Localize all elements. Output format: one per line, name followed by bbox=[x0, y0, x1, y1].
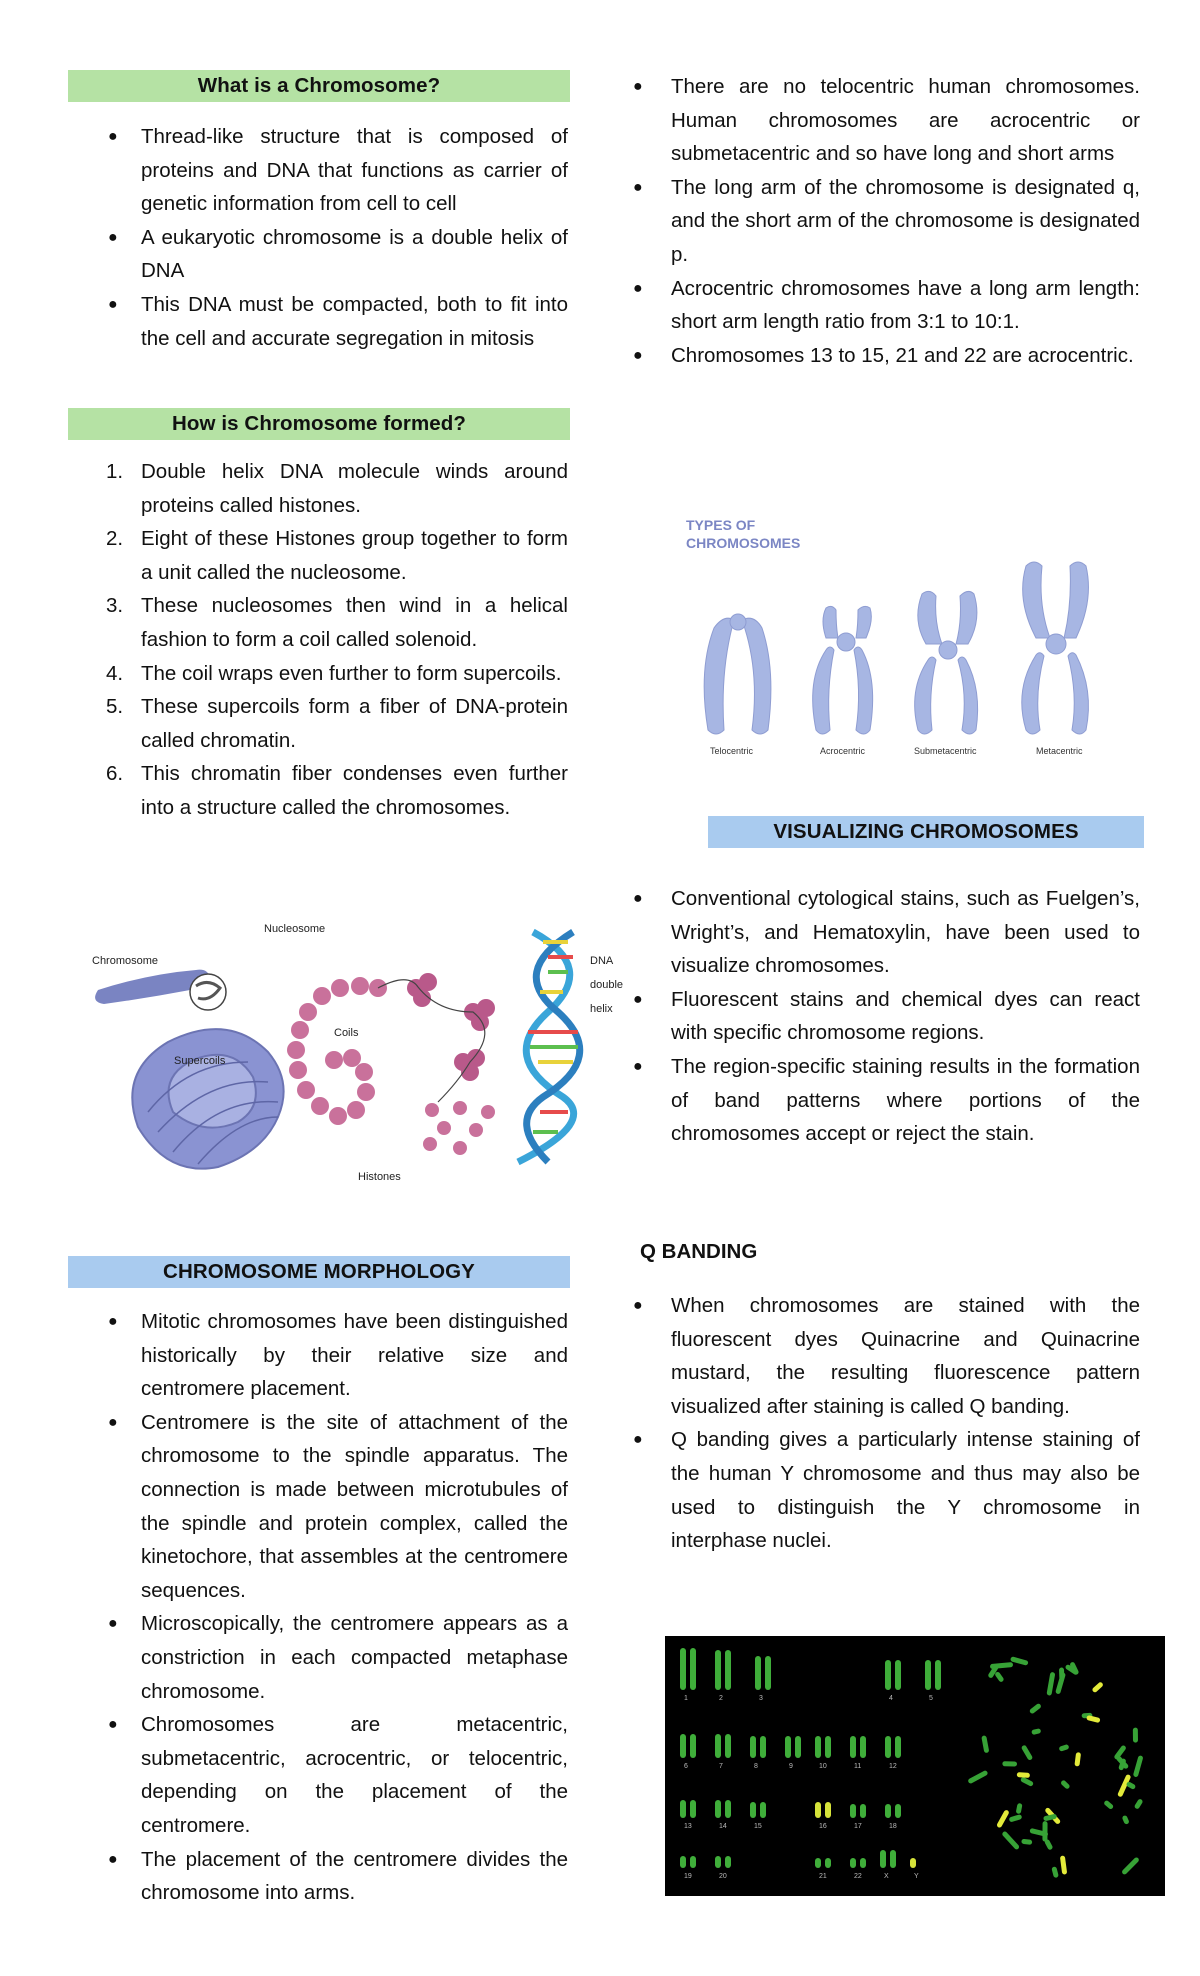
how-is-chromosome-formed-heading: How is Chromosome formed? bbox=[68, 408, 570, 440]
morphology-list bbox=[68, 1305, 568, 1910]
list-item: ● Q banding gives a particularly intense staining of the human Y chromosome and thus may also be used to distinguish the Y chromosome in interphase nuclei. bbox=[600, 1423, 1140, 1557]
karyotype-chromosome bbox=[885, 1660, 891, 1690]
karyotype-chromosome bbox=[910, 1858, 916, 1868]
histones-shape bbox=[423, 1101, 495, 1155]
morphology-list-continued bbox=[600, 70, 1140, 372]
bullet-icon: ● bbox=[633, 1297, 643, 1314]
karyotype-chromosome bbox=[690, 1800, 696, 1818]
spread-chromosome bbox=[1002, 1761, 1017, 1766]
karyotype-chromosome bbox=[895, 1804, 901, 1818]
label-submetacentric: Submetacentric bbox=[914, 746, 977, 756]
karyotype-label: 20 bbox=[719, 1873, 727, 1880]
karyotype-chromosome bbox=[715, 1734, 721, 1758]
karyotype-chromosome bbox=[925, 1660, 931, 1690]
dna-helix-shape bbox=[518, 932, 580, 1162]
list-item: ● When chromosomes are stained with the fluorescent dyes Quinacrine and Quinacrine mustard, the resulting fluorescence pattern visualized after staining is called Q banding. bbox=[600, 1289, 1140, 1423]
list-item: ● The region-specific staining results in the formation of band patterns where portions of the chromosomes accept or reject the stain. bbox=[600, 1050, 1140, 1151]
q-banding-karyotype-image bbox=[665, 1636, 1165, 1896]
karyotype-label: 12 bbox=[889, 1763, 897, 1770]
karyotype-label: 4 bbox=[889, 1695, 893, 1702]
numbered-item: 6. This chromatin fiber condenses even further into a structure called the chromosomes. bbox=[106, 762, 568, 819]
label-telocentric: Telocentric bbox=[710, 746, 754, 756]
karyotype-chromosome bbox=[725, 1734, 731, 1758]
supercoils-shape bbox=[132, 1029, 283, 1169]
karyotype-chromosome bbox=[885, 1804, 891, 1818]
karyotype-chromosome bbox=[680, 1856, 686, 1868]
q-banding-list bbox=[600, 1289, 1140, 1558]
label-histones: Histones bbox=[358, 1171, 401, 1183]
bullet-icon: ● bbox=[108, 295, 118, 313]
list-item: ● Chromosomes 13 to 15, 21 and 22 are acrocentric. bbox=[600, 339, 1140, 373]
karyotype-label: 21 bbox=[819, 1873, 827, 1880]
karyotype-chromosome bbox=[850, 1858, 856, 1868]
list-item: ● Conventional cytological stains, such as Fuelgen’s, Wright’s, and Hematoxylin, have been used to visualize chromosomes. bbox=[600, 882, 1140, 983]
spread-chromosome bbox=[1042, 1821, 1047, 1842]
numbered-item: 1. Double helix DNA molecule winds around proteins called histones. bbox=[106, 460, 568, 517]
karyotype-chromosome bbox=[690, 1856, 696, 1868]
label-dna: DNA bbox=[590, 955, 614, 967]
label-metacentric: Metacentric bbox=[1036, 746, 1083, 756]
karyotype-chromosome bbox=[725, 1650, 731, 1690]
bullet-icon: ● bbox=[108, 1615, 118, 1633]
list-item: ● Fluorescent stains and chemical dyes can react with specific chromosome regions. bbox=[600, 983, 1140, 1050]
karyotype-chromosome bbox=[690, 1648, 696, 1690]
karyotype-chromosome bbox=[890, 1850, 896, 1868]
karyotype-chromosome bbox=[750, 1736, 756, 1758]
numbered-item: 5. These supercoils form a fiber of DNA-protein called chromatin. bbox=[106, 695, 568, 752]
karyotype-chromosome bbox=[935, 1660, 941, 1690]
list-item: ● There are no telocentric human chromosomes. Human chromosomes are acrocentric or submetacentric and so have long and short arms bbox=[600, 70, 1140, 171]
q-banding-heading: Q BANDING bbox=[640, 1240, 758, 1263]
label-coils: Coils bbox=[334, 1027, 359, 1039]
numbered-item: 2. Eight of these Histones group together to form a unit called the nucleosome. bbox=[106, 527, 568, 584]
karyotype-chromosome bbox=[750, 1802, 756, 1818]
karyotype-chromosome bbox=[850, 1736, 856, 1758]
karyotype-label: 15 bbox=[754, 1823, 762, 1830]
karyotype-chromosome bbox=[880, 1850, 886, 1868]
list-item: ● Thread-like structure that is composed of proteins and DNA that functions as carrier of genetic information from cell to cell bbox=[68, 120, 568, 221]
bullet-icon: ● bbox=[108, 1413, 118, 1431]
formation-steps-list bbox=[68, 455, 568, 825]
bullet-icon: ● bbox=[633, 279, 643, 297]
bullet-icon: ● bbox=[633, 178, 643, 196]
telocentric-chromosome bbox=[704, 614, 771, 734]
label-chromosome: Chromosome bbox=[92, 955, 159, 967]
karyotype-chromosome bbox=[725, 1856, 731, 1868]
karyotype-chromosome bbox=[715, 1650, 721, 1690]
karyotype-chromosome bbox=[895, 1736, 901, 1758]
visualizing-list bbox=[600, 882, 1140, 1151]
karyotype-chromosome bbox=[815, 1736, 821, 1758]
bullet-icon: ● bbox=[633, 78, 643, 95]
karyotype-label: 2 bbox=[719, 1695, 723, 1702]
bullet-icon: ● bbox=[633, 1057, 643, 1075]
karyotype-chromosome bbox=[715, 1800, 721, 1818]
types-of-chromosomes-figure bbox=[680, 510, 1140, 760]
bullet-icon: ● bbox=[633, 1431, 643, 1449]
bullet-icon: ● bbox=[633, 990, 643, 1008]
karyotype-chromosome bbox=[755, 1656, 761, 1690]
karyotype-chromosome bbox=[680, 1800, 686, 1818]
dna-thread bbox=[378, 980, 485, 1102]
list-item: ● Chromosomes are metacentric, submetacentric, acrocentric, or telocentric, depending on the placement of the centromere. bbox=[68, 1708, 568, 1842]
types-figure-title-line2: CHROMOSOMES bbox=[686, 535, 801, 551]
label-double: double bbox=[590, 979, 624, 991]
karyotype-chromosome bbox=[885, 1736, 891, 1758]
karyotype-chromosome bbox=[795, 1736, 801, 1758]
karyotype-label: 17 bbox=[854, 1823, 862, 1830]
what-is-chromosome-list bbox=[68, 120, 568, 355]
label-nucleosome: Nucleosome bbox=[264, 923, 326, 935]
what-is-chromosome-heading: What is a Chromosome? bbox=[68, 70, 570, 102]
karyotype-chromosome bbox=[760, 1736, 766, 1758]
karyotype-chromosome bbox=[690, 1734, 696, 1758]
visualizing-chromosomes-heading: VISUALIZING CHROMOSOMES bbox=[708, 816, 1144, 848]
metacentric-chromosome bbox=[1022, 562, 1089, 734]
label-helix: helix bbox=[590, 1003, 613, 1015]
bullet-icon: ● bbox=[108, 228, 118, 246]
karyotype-chromosome bbox=[860, 1858, 866, 1868]
bullet-icon: ● bbox=[108, 1716, 118, 1734]
karyotype-label: 1 bbox=[684, 1695, 688, 1702]
spread-chromosome bbox=[1059, 1667, 1064, 1680]
list-item: ● Mitotic chromosomes have been distinguished historically by their relative size and centromere placement. bbox=[68, 1305, 568, 1406]
karyotype-label: 18 bbox=[889, 1823, 897, 1830]
label-supercoils: Supercoils bbox=[174, 1055, 226, 1067]
karyotype-label: 5 bbox=[929, 1695, 933, 1702]
list-item: ● This DNA must be compacted, both to fit into the cell and accurate segregation in mitosis bbox=[68, 288, 568, 355]
karyotype-label: 19 bbox=[684, 1873, 692, 1880]
karyotype-chromosome bbox=[815, 1802, 821, 1818]
karyotype-label: 8 bbox=[754, 1763, 758, 1770]
karyotype-chromosome bbox=[825, 1858, 831, 1868]
karyotype-chromosome bbox=[725, 1800, 731, 1818]
karyotype-label: 7 bbox=[719, 1763, 723, 1770]
karyotype-chromosome bbox=[825, 1736, 831, 1758]
list-item: ● The placement of the centromere divides the chromosome into arms. bbox=[68, 1843, 568, 1910]
zoom-circle bbox=[190, 974, 226, 1010]
list-item: ● Acrocentric chromosomes have a long arm length: short arm length ratio from 3:1 to 10:1. bbox=[600, 272, 1140, 339]
list-item: ● Microscopically, the centromere appears as a constriction in each compacted metaphase chromosome. bbox=[68, 1607, 568, 1708]
acrocentric-chromosome bbox=[813, 606, 873, 734]
nucleosome-coil bbox=[287, 977, 387, 1125]
spread-chromosome bbox=[1133, 1728, 1138, 1743]
numbered-item: 3. These nucleosomes then wind in a helical fashion to form a coil called solenoid. bbox=[106, 594, 568, 651]
karyotype-chromosome bbox=[850, 1804, 856, 1818]
bullet-icon: ● bbox=[633, 890, 643, 907]
karyotype-chromosome bbox=[785, 1736, 791, 1758]
karyotype-label: 13 bbox=[684, 1823, 692, 1830]
bullet-icon: ● bbox=[108, 128, 118, 145]
karyotype-chromosome bbox=[765, 1656, 771, 1690]
karyotype-chromosome bbox=[815, 1858, 821, 1868]
bullet-icon: ● bbox=[633, 346, 643, 364]
karyotype-chromosome bbox=[680, 1734, 686, 1758]
numbered-item: 4. The coil wraps even further to form supercoils. bbox=[106, 661, 562, 685]
karyotype-chromosome bbox=[895, 1660, 901, 1690]
bullet-icon: ● bbox=[108, 1313, 118, 1330]
karyotype-label: 3 bbox=[759, 1695, 763, 1702]
karyotype-chromosome bbox=[825, 1802, 831, 1818]
karyotype-label: 16 bbox=[819, 1823, 827, 1830]
karyotype-label: 10 bbox=[819, 1763, 827, 1770]
karyotype-chromosome bbox=[760, 1802, 766, 1818]
bullet-icon: ● bbox=[108, 1850, 118, 1868]
karyotype-label: 11 bbox=[854, 1763, 862, 1770]
karyotype-chromosome bbox=[860, 1804, 866, 1818]
list-item: ● Centromere is the site of attachment of the chromosome to the spindle apparatus. The connection is made between microtubules of the spindle and protein complex, called the kinetochore, that assembles at the centromere sequences. bbox=[68, 1406, 568, 1608]
karyotype-chromosome bbox=[715, 1856, 721, 1868]
karyotype-background bbox=[665, 1636, 1165, 1896]
list-item: ● A eukaryotic chromosome is a double helix of DNA bbox=[68, 221, 568, 288]
label-acrocentric: Acrocentric bbox=[820, 746, 866, 756]
spread-chromosome bbox=[1017, 1772, 1030, 1778]
karyotype-chromosome bbox=[860, 1736, 866, 1758]
karyotype-label: 14 bbox=[719, 1823, 727, 1830]
karyotype-chromosome bbox=[680, 1648, 686, 1690]
karyotype-label: X bbox=[884, 1873, 889, 1880]
dna-packaging-figure bbox=[78, 912, 638, 1192]
karyotype-label: 9 bbox=[789, 1763, 793, 1770]
types-figure-title-line1: TYPES OF bbox=[686, 517, 756, 533]
list-item: ● The long arm of the chromosome is designated q, and the short arm of the chromosome is designated p. bbox=[600, 171, 1140, 272]
karyotype-label: 6 bbox=[684, 1763, 688, 1770]
chromosome-morphology-heading: CHROMOSOME MORPHOLOGY bbox=[68, 1256, 570, 1288]
karyotype-label: Y bbox=[914, 1873, 919, 1880]
karyotype-label: 22 bbox=[854, 1873, 862, 1880]
submetacentric-chromosome bbox=[915, 591, 978, 734]
